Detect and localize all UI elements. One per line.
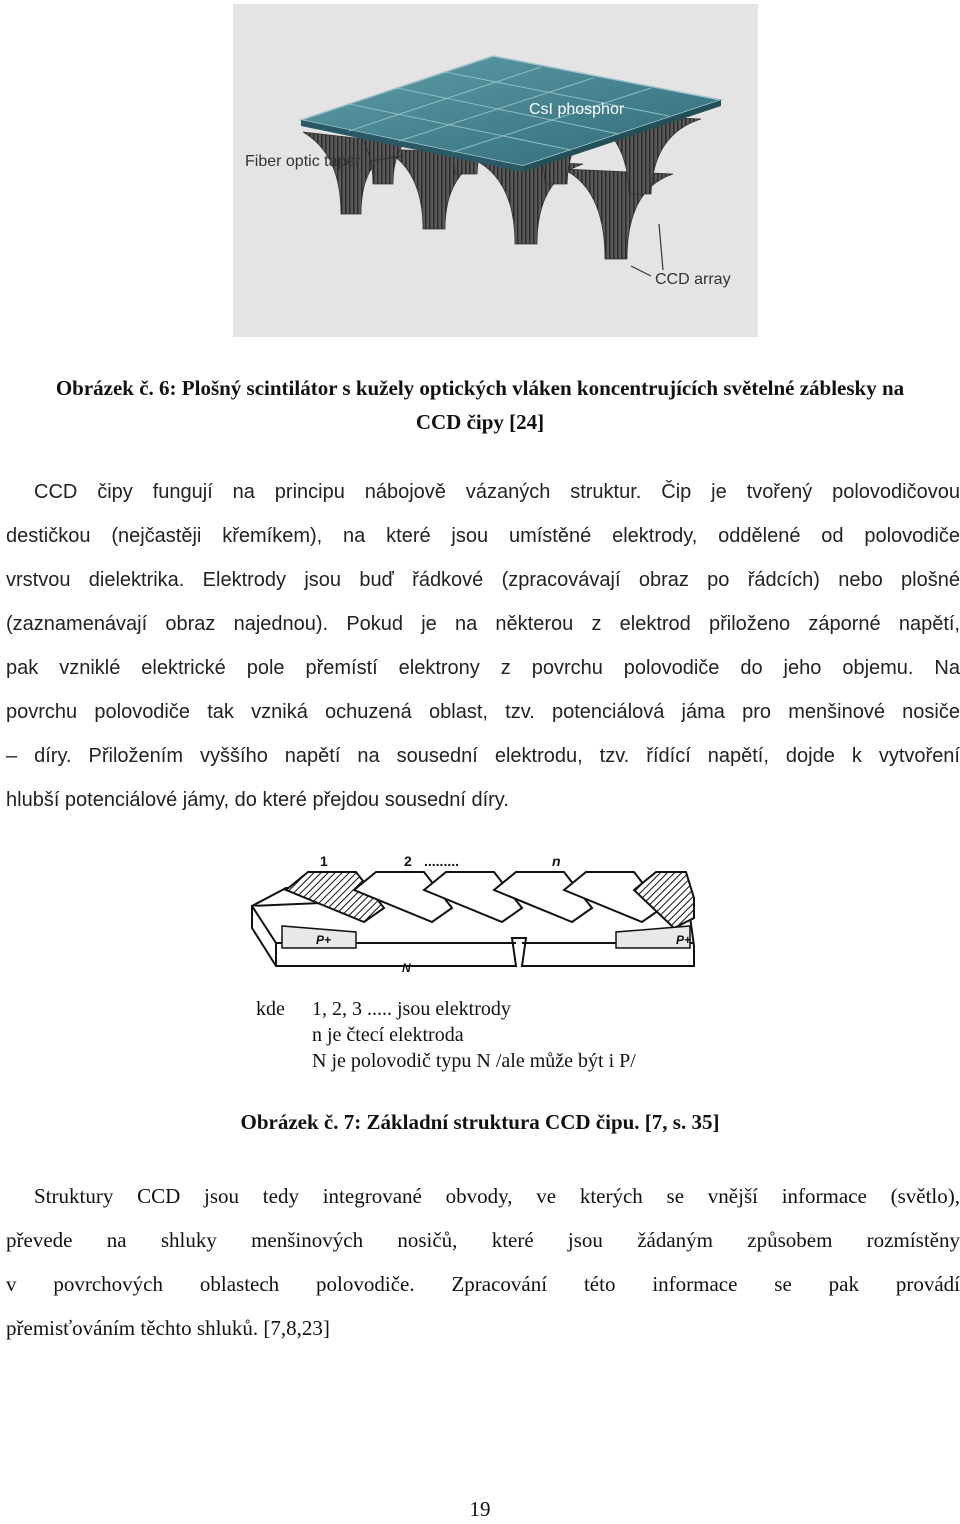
label-fiber-optic-taper: Fiber optic taper <box>245 153 361 170</box>
legend-row-readout: n je čtecí elektroda <box>312 1024 464 1046</box>
para1-line-5: pak vzniklé elektrické pole přemístí elektrony z povrchu polovodiče do jeho objemu. Na <box>6 657 960 679</box>
legend-row-electrodes: 1, 2, 3 ..... jsou elektrody <box>312 998 511 1020</box>
figure6-caption <box>0 371 960 439</box>
label-csi-phosphor: CsI phosphor <box>529 101 625 118</box>
electrode-label-2: 2 <box>404 853 412 869</box>
para2-line-1-wrap <box>6 1174 960 1218</box>
para1-line-3: vrstvou dielektrika. Elektrody jsou buď řádkové (zpracovávají obraz po řádcích) nebo plošné <box>6 569 960 591</box>
page-number: 19 <box>469 1497 491 1521</box>
para1-line-2: destičkou (nejčastěji křemíkem), na které jsou umístěné elektrody, oddělené od polovodiče <box>6 525 960 547</box>
figure6-caption-line1: Obrázek č. 6: Plošný scintilátor s kužely optických vláken koncentrujících světelné záblesky na <box>55 376 905 400</box>
para1-line-8: hlubší potenciálové jámy, do které přejdou sousední díry. <box>6 789 509 811</box>
figure-fiber-optic-taper <box>233 4 758 337</box>
label-ccd-array: CCD array <box>655 271 731 288</box>
region-p-left: P+ <box>316 933 332 947</box>
para2-line-1: Struktury CCD jsou tedy integrované obvody, ve kterých se vnější informace (světlo), <box>34 1184 960 1208</box>
paragraph-ccd-principle <box>6 470 960 822</box>
para1-line-7: – díry. Přiložením vyššího napětí na sousední elektrodu, tzv. řídící napětí, dojde k vytvoření <box>6 745 960 767</box>
para1-line-6: povrchu polovodiče tak vzniká ochuzená oblast, tzv. potenciálová jáma pro menšinové nosiče <box>6 701 960 723</box>
figure-ccd-structure <box>246 848 716 988</box>
region-n: N <box>402 961 411 975</box>
electrode-label-dots: ......... <box>424 853 460 869</box>
legend-kde: kde <box>256 998 285 1020</box>
ccd-structure-diagram <box>246 848 716 988</box>
ccd-pointer-1 <box>631 266 651 276</box>
fiber-taper-illustration <box>233 4 758 337</box>
figure7-caption: Obrázek č. 7: Základní struktura CCD čipu. [7, s. 35] <box>240 1110 720 1134</box>
para2-line-3: v povrchových oblastech polovodiče. Zpracování této informace se pak provádí <box>6 1272 960 1296</box>
electrode-label-n: n <box>552 853 561 869</box>
electrode-label-1: 1 <box>320 853 328 869</box>
para1-line-4: (zaznamenávají obraz najednou). Pokud je na některou z elektrod přiloženo záporné napětí, <box>6 613 960 635</box>
region-p-right: P+ <box>676 933 692 947</box>
para2-line-2: převede na shluky menšinových nosičů, které jsou žádaným způsobem rozmístěny <box>6 1228 960 1252</box>
para1-line-1 <box>6 470 960 514</box>
para2-line-4: přemisťováním těchto shluků. [7,8,23] <box>6 1316 330 1340</box>
para1-text-1: CCD čipy fungují na principu nábojově vázaných struktur. Čip je tvořený polovodičovou <box>34 481 960 503</box>
legend-row-semiconductor: N je polovodič typu N /ale může být i P/ <box>312 1050 636 1072</box>
paragraph-ccd-summary <box>6 1174 960 1350</box>
figure6-caption-line2: CCD čipy [24] <box>415 410 545 434</box>
legend-rows <box>312 996 636 1074</box>
ccd-pointer-2 <box>659 224 663 270</box>
